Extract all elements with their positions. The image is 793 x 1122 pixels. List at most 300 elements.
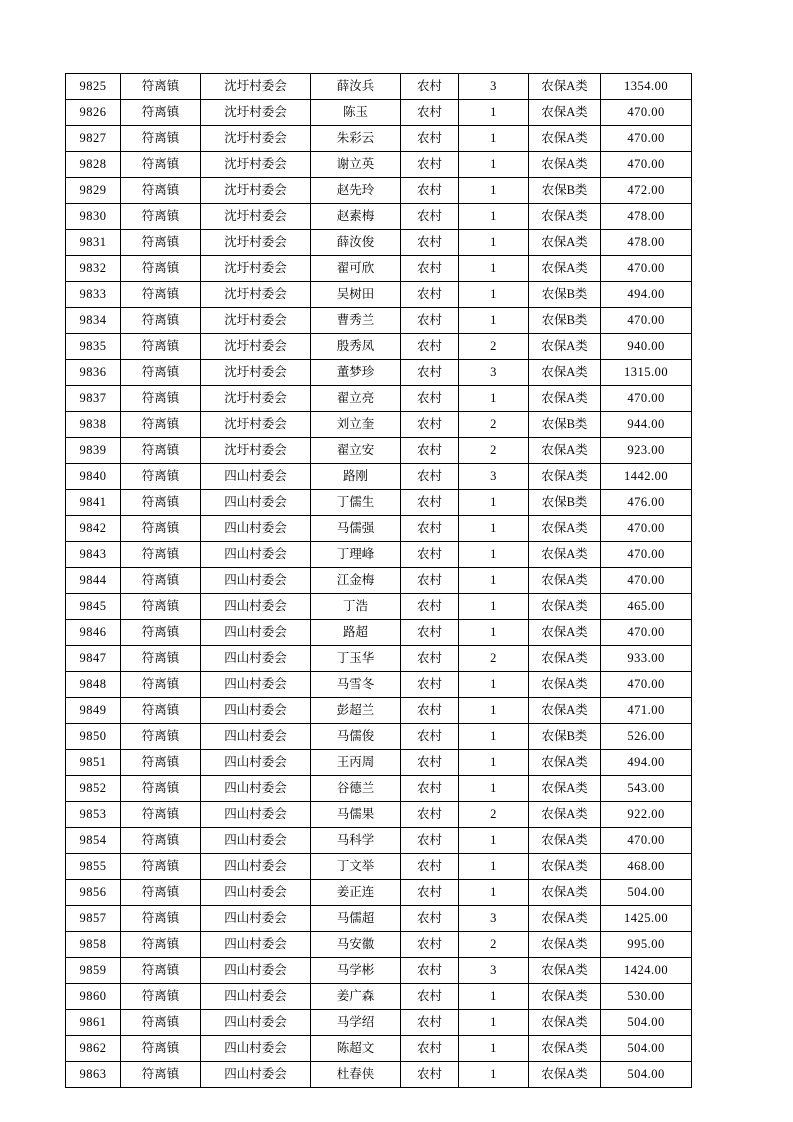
table-cell-id: 9831 xyxy=(66,230,121,256)
table-cell-category: 农保B类 xyxy=(529,724,601,750)
table-cell-name: 丁浩 xyxy=(311,594,401,620)
table-cell-residence: 农村 xyxy=(401,282,459,308)
table-cell-village: 沈圩村委会 xyxy=(201,360,311,386)
table-cell-village: 四山村委会 xyxy=(201,932,311,958)
table-cell-id: 9850 xyxy=(66,724,121,750)
table-cell-amount: 470.00 xyxy=(601,100,692,126)
table-row xyxy=(66,204,692,230)
table-cell-category: 农保A类 xyxy=(529,802,601,828)
table-cell-amount: 933.00 xyxy=(601,646,692,672)
table-cell-category: 农保A类 xyxy=(529,1062,601,1088)
table-cell-category: 农保A类 xyxy=(529,204,601,230)
table-cell-village: 四山村委会 xyxy=(201,620,311,646)
table-cell-category: 农保A类 xyxy=(529,958,601,984)
table-cell-village: 沈圩村委会 xyxy=(201,256,311,282)
table-cell-village: 沈圩村委会 xyxy=(201,334,311,360)
table-cell-residence: 农村 xyxy=(401,672,459,698)
table-cell-amount: 470.00 xyxy=(601,126,692,152)
table-cell-name: 江金梅 xyxy=(311,568,401,594)
table-cell-amount: 471.00 xyxy=(601,698,692,724)
table-cell-category: 农保A类 xyxy=(529,438,601,464)
table-cell-name: 马儒果 xyxy=(311,802,401,828)
table-cell-residence: 农村 xyxy=(401,698,459,724)
table-cell-amount: 478.00 xyxy=(601,230,692,256)
table-cell-amount: 470.00 xyxy=(601,620,692,646)
table-cell-village: 沈圩村委会 xyxy=(201,152,311,178)
table-cell-count: 1 xyxy=(459,984,529,1010)
table-cell-town: 符离镇 xyxy=(121,672,201,698)
table-cell-id: 9852 xyxy=(66,776,121,802)
table-cell-village: 四山村委会 xyxy=(201,958,311,984)
table-cell-village: 沈圩村委会 xyxy=(201,178,311,204)
table-row xyxy=(66,984,692,1010)
table-cell-village: 沈圩村委会 xyxy=(201,74,311,100)
table-cell-town: 符离镇 xyxy=(121,334,201,360)
table-cell-amount: 1354.00 xyxy=(601,74,692,100)
table-cell-category: 农保A类 xyxy=(529,464,601,490)
table-cell-village: 四山村委会 xyxy=(201,802,311,828)
table-cell-id: 9861 xyxy=(66,1010,121,1036)
table-cell-id: 9858 xyxy=(66,932,121,958)
table-cell-count: 1 xyxy=(459,126,529,152)
table-cell-village: 沈圩村委会 xyxy=(201,282,311,308)
table-row xyxy=(66,100,692,126)
table-cell-count: 1 xyxy=(459,750,529,776)
table-cell-id: 9825 xyxy=(66,74,121,100)
table-cell-village: 四山村委会 xyxy=(201,672,311,698)
table-cell-residence: 农村 xyxy=(401,594,459,620)
table-cell-residence: 农村 xyxy=(401,776,459,802)
table-cell-village: 四山村委会 xyxy=(201,516,311,542)
table-cell-residence: 农村 xyxy=(401,620,459,646)
table-cell-village: 沈圩村委会 xyxy=(201,386,311,412)
table-cell-count: 1 xyxy=(459,776,529,802)
table-cell-residence: 农村 xyxy=(401,100,459,126)
table-row xyxy=(66,698,692,724)
table-cell-amount: 1315.00 xyxy=(601,360,692,386)
table-row xyxy=(66,542,692,568)
table-cell-residence: 农村 xyxy=(401,828,459,854)
table-cell-id: 9838 xyxy=(66,412,121,438)
table-row xyxy=(66,152,692,178)
table-row xyxy=(66,1010,692,1036)
table-cell-residence: 农村 xyxy=(401,256,459,282)
table-row xyxy=(66,230,692,256)
table-cell-name: 路超 xyxy=(311,620,401,646)
table-cell-town: 符离镇 xyxy=(121,256,201,282)
table-cell-town: 符离镇 xyxy=(121,568,201,594)
table-cell-amount: 470.00 xyxy=(601,152,692,178)
table-cell-name: 马儒强 xyxy=(311,516,401,542)
table-cell-residence: 农村 xyxy=(401,152,459,178)
table-cell-residence: 农村 xyxy=(401,438,459,464)
table-cell-category: 农保A类 xyxy=(529,126,601,152)
table-cell-count: 1 xyxy=(459,386,529,412)
table-cell-amount: 526.00 xyxy=(601,724,692,750)
table-cell-name: 彭超兰 xyxy=(311,698,401,724)
table-cell-id: 9833 xyxy=(66,282,121,308)
table-cell-town: 符离镇 xyxy=(121,230,201,256)
table-cell-residence: 农村 xyxy=(401,334,459,360)
table-cell-id: 9837 xyxy=(66,386,121,412)
table-cell-town: 符离镇 xyxy=(121,932,201,958)
table-cell-amount: 940.00 xyxy=(601,334,692,360)
table-cell-category: 农保A类 xyxy=(529,152,601,178)
table-cell-amount: 470.00 xyxy=(601,308,692,334)
table-row xyxy=(66,1062,692,1088)
table-cell-count: 1 xyxy=(459,698,529,724)
table-cell-name: 丁理峰 xyxy=(311,542,401,568)
table-cell-count: 1 xyxy=(459,490,529,516)
table-cell-residence: 农村 xyxy=(401,802,459,828)
table-cell-category: 农保A类 xyxy=(529,256,601,282)
table-cell-village: 沈圩村委会 xyxy=(201,204,311,230)
table-row xyxy=(66,412,692,438)
table-row xyxy=(66,750,692,776)
table-cell-name: 陈玉 xyxy=(311,100,401,126)
table-cell-town: 符离镇 xyxy=(121,880,201,906)
table-cell-count: 1 xyxy=(459,516,529,542)
table-cell-village: 沈圩村委会 xyxy=(201,126,311,152)
table-cell-amount: 504.00 xyxy=(601,880,692,906)
table-cell-name: 陈超文 xyxy=(311,1036,401,1062)
table-cell-amount: 494.00 xyxy=(601,282,692,308)
table-cell-count: 1 xyxy=(459,100,529,126)
table-cell-amount: 504.00 xyxy=(601,1010,692,1036)
table-cell-count: 2 xyxy=(459,412,529,438)
table-row xyxy=(66,360,692,386)
table-cell-town: 符离镇 xyxy=(121,854,201,880)
table-cell-town: 符离镇 xyxy=(121,100,201,126)
table-cell-residence: 农村 xyxy=(401,750,459,776)
table-cell-count: 2 xyxy=(459,334,529,360)
table-cell-name: 谷德兰 xyxy=(311,776,401,802)
table-cell-id: 9832 xyxy=(66,256,121,282)
table-cell-category: 农保B类 xyxy=(529,412,601,438)
table-cell-name: 薛汝俊 xyxy=(311,230,401,256)
table-cell-residence: 农村 xyxy=(401,1036,459,1062)
table-cell-town: 符离镇 xyxy=(121,646,201,672)
table-cell-amount: 470.00 xyxy=(601,828,692,854)
table-cell-residence: 农村 xyxy=(401,360,459,386)
table-cell-name: 朱彩云 xyxy=(311,126,401,152)
table-cell-id: 9830 xyxy=(66,204,121,230)
table-cell-category: 农保A类 xyxy=(529,386,601,412)
table-cell-id: 9846 xyxy=(66,620,121,646)
table-cell-category: 农保A类 xyxy=(529,516,601,542)
table-cell-town: 符离镇 xyxy=(121,386,201,412)
table-row xyxy=(66,464,692,490)
table-cell-category: 农保A类 xyxy=(529,230,601,256)
table-cell-count: 1 xyxy=(459,308,529,334)
table-row xyxy=(66,1036,692,1062)
table-cell-category: 农保A类 xyxy=(529,854,601,880)
table-cell-town: 符离镇 xyxy=(121,1010,201,1036)
table-cell-category: 农保A类 xyxy=(529,100,601,126)
table-cell-residence: 农村 xyxy=(401,984,459,1010)
table-cell-id: 9843 xyxy=(66,542,121,568)
table-cell-town: 符离镇 xyxy=(121,204,201,230)
table-cell-amount: 465.00 xyxy=(601,594,692,620)
table-cell-category: 农保A类 xyxy=(529,1010,601,1036)
table-cell-category: 农保A类 xyxy=(529,906,601,932)
insurance-payment-table xyxy=(65,73,692,1088)
table-row xyxy=(66,438,692,464)
table-cell-amount: 923.00 xyxy=(601,438,692,464)
table-cell-residence: 农村 xyxy=(401,464,459,490)
table-cell-category: 农保A类 xyxy=(529,984,601,1010)
table-cell-village: 四山村委会 xyxy=(201,854,311,880)
table-cell-amount: 504.00 xyxy=(601,1036,692,1062)
table-cell-count: 1 xyxy=(459,1010,529,1036)
table-cell-id: 9854 xyxy=(66,828,121,854)
table-cell-town: 符离镇 xyxy=(121,178,201,204)
table-cell-amount: 476.00 xyxy=(601,490,692,516)
table-cell-name: 马儒超 xyxy=(311,906,401,932)
table-cell-town: 符离镇 xyxy=(121,724,201,750)
table-cell-id: 9828 xyxy=(66,152,121,178)
table-cell-amount: 530.00 xyxy=(601,984,692,1010)
table-row xyxy=(66,672,692,698)
table-cell-residence: 农村 xyxy=(401,1010,459,1036)
table-cell-count: 3 xyxy=(459,360,529,386)
table-cell-category: 农保A类 xyxy=(529,620,601,646)
table-cell-category: 农保A类 xyxy=(529,932,601,958)
table-cell-name: 翟立安 xyxy=(311,438,401,464)
table-cell-name: 马安徽 xyxy=(311,932,401,958)
table-cell-count: 2 xyxy=(459,802,529,828)
table-row xyxy=(66,74,692,100)
table-cell-count: 2 xyxy=(459,932,529,958)
table-cell-count: 1 xyxy=(459,256,529,282)
table-cell-count: 1 xyxy=(459,854,529,880)
table-cell-count: 1 xyxy=(459,568,529,594)
table-cell-category: 农保A类 xyxy=(529,74,601,100)
table-row xyxy=(66,282,692,308)
table-cell-count: 3 xyxy=(459,464,529,490)
table-cell-village: 四山村委会 xyxy=(201,1062,311,1088)
table-cell-village: 沈圩村委会 xyxy=(201,412,311,438)
table-cell-name: 丁玉华 xyxy=(311,646,401,672)
table-cell-village: 四山村委会 xyxy=(201,1036,311,1062)
table-cell-category: 农保A类 xyxy=(529,542,601,568)
table-cell-name: 马学彬 xyxy=(311,958,401,984)
table-cell-id: 9849 xyxy=(66,698,121,724)
table-cell-category: 农保A类 xyxy=(529,334,601,360)
table-cell-residence: 农村 xyxy=(401,1062,459,1088)
table-cell-town: 符离镇 xyxy=(121,308,201,334)
table-cell-id: 9845 xyxy=(66,594,121,620)
table-cell-name: 谢立英 xyxy=(311,152,401,178)
table-row xyxy=(66,386,692,412)
table-cell-town: 符离镇 xyxy=(121,802,201,828)
table-cell-village: 四山村委会 xyxy=(201,880,311,906)
table-cell-category: 农保A类 xyxy=(529,776,601,802)
table-cell-count: 1 xyxy=(459,178,529,204)
table-cell-town: 符离镇 xyxy=(121,360,201,386)
table-cell-category: 农保A类 xyxy=(529,594,601,620)
table-cell-name: 曹秀兰 xyxy=(311,308,401,334)
table-cell-village: 四山村委会 xyxy=(201,984,311,1010)
table-cell-village: 四山村委会 xyxy=(201,490,311,516)
table-cell-residence: 农村 xyxy=(401,906,459,932)
table-cell-residence: 农村 xyxy=(401,178,459,204)
table-cell-village: 沈圩村委会 xyxy=(201,438,311,464)
table-cell-name: 赵先玲 xyxy=(311,178,401,204)
table-row xyxy=(66,594,692,620)
table-row xyxy=(66,568,692,594)
table-cell-town: 符离镇 xyxy=(121,698,201,724)
table-row xyxy=(66,932,692,958)
table-cell-id: 9847 xyxy=(66,646,121,672)
table-cell-count: 1 xyxy=(459,230,529,256)
table-cell-count: 1 xyxy=(459,724,529,750)
table-cell-town: 符离镇 xyxy=(121,906,201,932)
table-cell-amount: 470.00 xyxy=(601,672,692,698)
table-cell-amount: 995.00 xyxy=(601,932,692,958)
table-cell-amount: 1442.00 xyxy=(601,464,692,490)
table-cell-category: 农保A类 xyxy=(529,672,601,698)
table-cell-residence: 农村 xyxy=(401,932,459,958)
table-cell-village: 四山村委会 xyxy=(201,594,311,620)
table-cell-category: 农保A类 xyxy=(529,828,601,854)
table-cell-category: 农保B类 xyxy=(529,282,601,308)
table-cell-id: 9839 xyxy=(66,438,121,464)
table-cell-town: 符离镇 xyxy=(121,1062,201,1088)
table-cell-residence: 农村 xyxy=(401,412,459,438)
table-cell-amount: 944.00 xyxy=(601,412,692,438)
table-cell-name: 殷秀凤 xyxy=(311,334,401,360)
table-cell-count: 1 xyxy=(459,880,529,906)
table-cell-category: 农保A类 xyxy=(529,750,601,776)
table-cell-residence: 农村 xyxy=(401,386,459,412)
table-cell-residence: 农村 xyxy=(401,126,459,152)
table-row xyxy=(66,256,692,282)
table-cell-town: 符离镇 xyxy=(121,74,201,100)
table-row xyxy=(66,126,692,152)
table-cell-village: 四山村委会 xyxy=(201,776,311,802)
table-cell-name: 姜广森 xyxy=(311,984,401,1010)
table-cell-town: 符离镇 xyxy=(121,828,201,854)
table-cell-town: 符离镇 xyxy=(121,542,201,568)
table-cell-name: 吴树田 xyxy=(311,282,401,308)
table-cell-count: 1 xyxy=(459,152,529,178)
table-cell-id: 9857 xyxy=(66,906,121,932)
table-row xyxy=(66,620,692,646)
table-cell-town: 符离镇 xyxy=(121,516,201,542)
table-cell-name: 路刚 xyxy=(311,464,401,490)
table-cell-amount: 470.00 xyxy=(601,516,692,542)
table-row xyxy=(66,958,692,984)
table-cell-residence: 农村 xyxy=(401,74,459,100)
table-cell-residence: 农村 xyxy=(401,490,459,516)
table-cell-amount: 468.00 xyxy=(601,854,692,880)
table-cell-category: 农保A类 xyxy=(529,1036,601,1062)
table-cell-residence: 农村 xyxy=(401,880,459,906)
table-cell-name: 姜正连 xyxy=(311,880,401,906)
table-cell-category: 农保B类 xyxy=(529,178,601,204)
table-cell-id: 9844 xyxy=(66,568,121,594)
table-cell-amount: 1425.00 xyxy=(601,906,692,932)
table-cell-category: 农保A类 xyxy=(529,880,601,906)
table-cell-name: 翟可欣 xyxy=(311,256,401,282)
table-cell-category: 农保A类 xyxy=(529,698,601,724)
table-cell-residence: 农村 xyxy=(401,724,459,750)
table-cell-town: 符离镇 xyxy=(121,1036,201,1062)
table-cell-residence: 农村 xyxy=(401,854,459,880)
table-cell-amount: 472.00 xyxy=(601,178,692,204)
table-cell-town: 符离镇 xyxy=(121,152,201,178)
table-cell-count: 1 xyxy=(459,620,529,646)
table-cell-id: 9848 xyxy=(66,672,121,698)
table-cell-count: 2 xyxy=(459,438,529,464)
table-cell-id: 9829 xyxy=(66,178,121,204)
table-cell-village: 四山村委会 xyxy=(201,542,311,568)
table-cell-amount: 1424.00 xyxy=(601,958,692,984)
table-cell-category: 农保A类 xyxy=(529,360,601,386)
table-row xyxy=(66,776,692,802)
table-cell-count: 1 xyxy=(459,282,529,308)
table-cell-id: 9840 xyxy=(66,464,121,490)
table-cell-amount: 494.00 xyxy=(601,750,692,776)
table-cell-town: 符离镇 xyxy=(121,412,201,438)
table-row xyxy=(66,724,692,750)
table-cell-residence: 农村 xyxy=(401,568,459,594)
table-cell-name: 薛汝兵 xyxy=(311,74,401,100)
table-cell-name: 丁文举 xyxy=(311,854,401,880)
table-cell-id: 9827 xyxy=(66,126,121,152)
table-cell-name: 翟立亮 xyxy=(311,386,401,412)
table-cell-category: 农保A类 xyxy=(529,646,601,672)
table-cell-id: 9842 xyxy=(66,516,121,542)
table-row xyxy=(66,880,692,906)
table-cell-village: 四山村委会 xyxy=(201,646,311,672)
table-cell-town: 符离镇 xyxy=(121,464,201,490)
table-cell-residence: 农村 xyxy=(401,646,459,672)
table-cell-amount: 543.00 xyxy=(601,776,692,802)
table-cell-count: 3 xyxy=(459,906,529,932)
table-cell-residence: 农村 xyxy=(401,516,459,542)
table-row xyxy=(66,308,692,334)
table-cell-count: 1 xyxy=(459,204,529,230)
table-row xyxy=(66,178,692,204)
table-cell-village: 四山村委会 xyxy=(201,568,311,594)
table-cell-id: 9855 xyxy=(66,854,121,880)
table-cell-count: 1 xyxy=(459,594,529,620)
table-cell-town: 符离镇 xyxy=(121,490,201,516)
table-cell-village: 四山村委会 xyxy=(201,750,311,776)
table-row xyxy=(66,334,692,360)
table-cell-village: 沈圩村委会 xyxy=(201,230,311,256)
table-cell-count: 2 xyxy=(459,646,529,672)
table-cell-id: 9853 xyxy=(66,802,121,828)
table-cell-town: 符离镇 xyxy=(121,958,201,984)
table-cell-count: 1 xyxy=(459,1036,529,1062)
table-cell-name: 马雪冬 xyxy=(311,672,401,698)
table-cell-id: 9859 xyxy=(66,958,121,984)
table-cell-village: 四山村委会 xyxy=(201,698,311,724)
table-cell-id: 9826 xyxy=(66,100,121,126)
table-cell-town: 符离镇 xyxy=(121,594,201,620)
table-cell-residence: 农村 xyxy=(401,542,459,568)
table-cell-village: 四山村委会 xyxy=(201,464,311,490)
table-row xyxy=(66,828,692,854)
table-cell-village: 四山村委会 xyxy=(201,828,311,854)
table-cell-village: 沈圩村委会 xyxy=(201,100,311,126)
table-row xyxy=(66,516,692,542)
table-cell-town: 符离镇 xyxy=(121,984,201,1010)
table-cell-name: 杜春侠 xyxy=(311,1062,401,1088)
